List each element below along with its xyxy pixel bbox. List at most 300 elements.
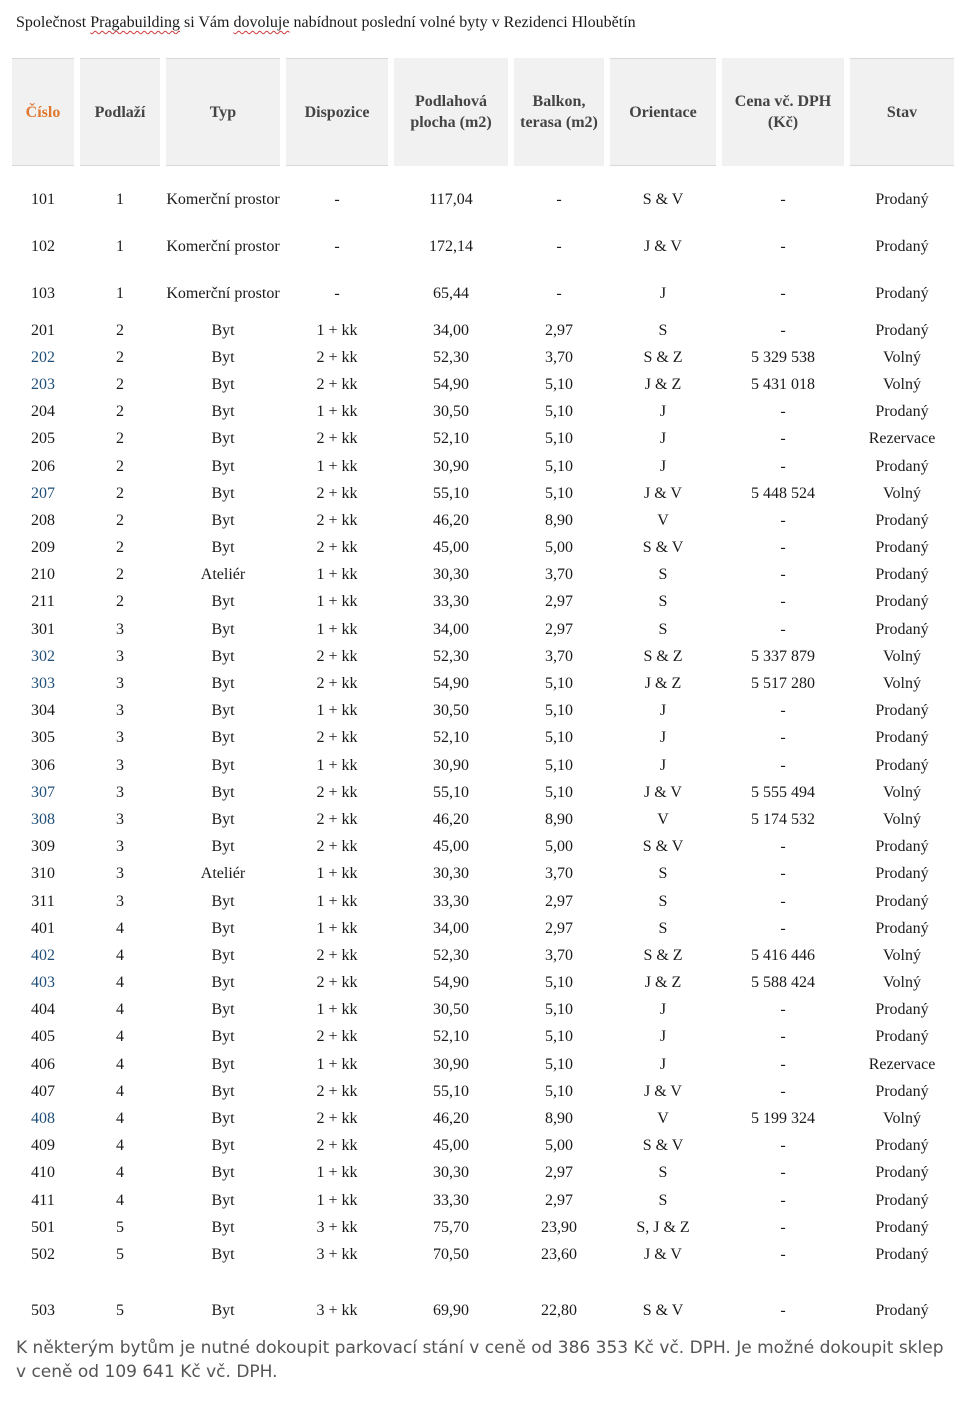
cell-podlazi: 3 — [116, 620, 124, 638]
cell-plocha: 45,00 — [433, 1137, 469, 1155]
cell-stav: Prodaný — [875, 511, 929, 529]
cell-dispozice: 1 + kk — [316, 1191, 358, 1209]
cell-typ: Byt — [211, 1110, 235, 1128]
cell-cislo: 102 — [31, 237, 55, 255]
cell-cena: - — [780, 511, 786, 529]
cell-dispozice: 2 + kk — [316, 1082, 358, 1100]
cell-cena: 5 199 324 — [751, 1110, 815, 1128]
cell-plocha: 34,00 — [433, 620, 469, 638]
cell-cislo: 401 — [31, 919, 55, 937]
cell-cena: 5 588 424 — [751, 974, 815, 992]
cell-orientace: J & Z — [644, 375, 682, 393]
cell-plocha: 52,30 — [433, 946, 469, 964]
table-row — [12, 752, 954, 779]
cell-orientace: J — [659, 457, 667, 475]
cell-typ: Byt — [211, 593, 235, 611]
cell-podlazi: 3 — [116, 647, 124, 665]
cell-cena: - — [780, 729, 786, 747]
cell-podlazi: 2 — [116, 484, 124, 502]
cell-cislo[interactable]: 207 — [31, 484, 55, 502]
cell-orientace: J — [659, 1028, 667, 1046]
cell-typ: Byt — [211, 430, 235, 448]
cell-cena: - — [780, 1218, 786, 1236]
cell-orientace: J & V — [644, 1245, 682, 1263]
cell-dispozice: 1 + kk — [316, 593, 358, 611]
cell-cena: 5 555 494 — [751, 783, 815, 801]
cell-dispozice: 2 + kk — [316, 838, 358, 856]
table-row — [12, 670, 954, 697]
cell-typ: Byt — [211, 1301, 235, 1319]
cell-dispozice: 1 + kk — [316, 566, 358, 584]
cell-stav: Prodaný — [875, 1164, 929, 1182]
cell-cena: - — [780, 1164, 786, 1182]
cell-cislo: 309 — [31, 838, 55, 856]
table-header-row — [12, 58, 954, 166]
cell-plocha: 55,10 — [433, 1082, 469, 1100]
cell-cena: - — [780, 457, 786, 475]
cell-cena: - — [780, 1055, 786, 1073]
cell-typ: Byt — [211, 511, 235, 529]
cell-stav: Prodaný — [875, 1001, 929, 1019]
cell-stav: Volný — [883, 974, 921, 992]
cell-plocha: 75,70 — [433, 1218, 469, 1236]
cell-podlazi: 3 — [116, 783, 124, 801]
cell-cislo[interactable]: 402 — [31, 946, 55, 964]
cell-cislo: 208 — [31, 511, 55, 529]
cell-cislo: 310 — [31, 865, 55, 883]
cell-podlazi: 2 — [116, 430, 124, 448]
cell-orientace: S & V — [642, 1137, 684, 1155]
header-podlazi[interactable]: Podlaží — [80, 58, 160, 166]
cell-orientace: S — [658, 1191, 668, 1209]
cell-cislo[interactable]: 408 — [31, 1110, 55, 1128]
table-row — [12, 834, 954, 861]
cell-plocha: 70,50 — [433, 1245, 469, 1263]
cell-cena: - — [780, 1137, 786, 1155]
cell-dispozice: 1 + kk — [316, 865, 358, 883]
cell-typ: Byt — [211, 1218, 235, 1236]
cell-balkon: 2,97 — [545, 321, 573, 339]
cell-typ: Byt — [211, 1082, 235, 1100]
cell-podlazi: 4 — [116, 1001, 124, 1019]
cell-orientace: S & V — [642, 1301, 684, 1319]
table-row — [12, 1160, 954, 1187]
cell-typ: Byt — [211, 484, 235, 502]
cell-cislo[interactable]: 203 — [31, 375, 55, 393]
cell-stav: Volný — [883, 783, 921, 801]
cell-orientace: S — [658, 919, 668, 937]
table-row — [12, 888, 954, 915]
table-row — [12, 453, 954, 480]
cell-orientace: J — [659, 1055, 667, 1073]
cell-stav: Prodaný — [875, 620, 929, 638]
header-cena[interactable]: Cena vč. DPH (Kč) — [722, 58, 844, 166]
cell-stav: Prodaný — [875, 457, 929, 475]
cell-cena: - — [780, 566, 786, 584]
cell-stav: Volný — [883, 647, 921, 665]
cell-cislo[interactable]: 308 — [31, 810, 55, 828]
cell-dispozice: 1 + kk — [316, 457, 358, 475]
header-cislo[interactable]: Číslo — [12, 58, 74, 166]
cell-cena: 5 416 446 — [751, 946, 815, 964]
cell-orientace: S — [658, 593, 668, 611]
table-row — [12, 806, 954, 833]
table-row — [12, 399, 954, 426]
cell-cislo[interactable]: 303 — [31, 675, 55, 693]
cell-cena: - — [780, 539, 786, 557]
cell-cislo: 205 — [31, 430, 55, 448]
cell-dispozice: 2 + kk — [316, 511, 358, 529]
cell-podlazi: 3 — [116, 810, 124, 828]
cell-cena: - — [780, 620, 786, 638]
cell-stav: Prodaný — [875, 1028, 929, 1046]
cell-balkon: 3,70 — [545, 865, 573, 883]
cell-dispozice: 1 + kk — [316, 321, 358, 339]
table-row — [12, 698, 954, 725]
cell-cena: - — [780, 321, 786, 339]
cell-plocha: 30,30 — [433, 865, 469, 883]
cell-podlazi: 3 — [116, 756, 124, 774]
cell-typ: Byt — [211, 783, 235, 801]
cell-typ: Byt — [211, 403, 235, 421]
cell-stav: Prodaný — [875, 702, 929, 720]
cell-typ: Byt — [211, 974, 235, 992]
cell-plocha: 46,20 — [433, 810, 469, 828]
cell-orientace: J — [659, 430, 667, 448]
cell-dispozice: 2 + kk — [316, 348, 358, 366]
cell-podlazi: 2 — [116, 566, 124, 584]
table-row — [12, 942, 954, 969]
cell-cislo: 409 — [31, 1137, 55, 1155]
intro-text — [16, 14, 636, 32]
cell-plocha: 46,20 — [433, 511, 469, 529]
table-row — [12, 1105, 954, 1132]
cell-dispozice: 2 + kk — [316, 484, 358, 502]
cell-stav: Volný — [883, 484, 921, 502]
cell-podlazi: 4 — [116, 1055, 124, 1073]
cell-plocha: 52,10 — [433, 1028, 469, 1046]
cell-orientace: J & V — [644, 783, 682, 801]
cell-cislo: 206 — [31, 457, 55, 475]
cell-cislo[interactable]: 302 — [31, 647, 55, 665]
cell-stav: Prodaný — [875, 1245, 929, 1263]
cell-dispozice: 1 + kk — [316, 919, 358, 937]
cell-plocha: 33,30 — [433, 593, 469, 611]
cell-typ: Byt — [211, 1028, 235, 1046]
cell-typ: Byt — [211, 1245, 235, 1263]
cell-typ: Byt — [211, 702, 235, 720]
cell-typ: Byt — [211, 838, 235, 856]
table-row — [12, 1133, 954, 1160]
cell-typ: Byt — [211, 1055, 235, 1073]
cell-podlazi: 2 — [116, 375, 124, 393]
cell-balkon: 8,90 — [545, 1110, 573, 1128]
cell-cena: - — [780, 702, 786, 720]
cell-podlazi: 2 — [116, 348, 124, 366]
cell-dispozice: 2 + kk — [316, 783, 358, 801]
table-row — [12, 426, 954, 453]
cell-cena: - — [780, 284, 786, 302]
table-row — [12, 270, 954, 317]
table-row — [12, 1187, 954, 1214]
cell-podlazi: 5 — [116, 1301, 124, 1319]
cell-stav: Prodaný — [875, 865, 929, 883]
cell-stav: Prodaný — [875, 1218, 929, 1236]
cell-dispozice: 2 + kk — [316, 647, 358, 665]
cell-orientace: J — [659, 729, 667, 747]
cell-stav: Prodaný — [875, 1301, 929, 1319]
cell-dispozice: 1 + kk — [316, 1001, 358, 1019]
cell-podlazi: 3 — [116, 702, 124, 720]
cell-balkon: - — [556, 237, 562, 255]
cell-cislo[interactable]: 307 — [31, 783, 55, 801]
cell-plocha: 30,50 — [433, 702, 469, 720]
cell-podlazi: 5 — [116, 1245, 124, 1263]
cell-cena: - — [780, 892, 786, 910]
cell-plocha: 34,00 — [433, 321, 469, 339]
cell-podlazi: 4 — [116, 1028, 124, 1046]
cell-typ: Byt — [211, 729, 235, 747]
intro-part-1: Společnost — [16, 14, 91, 31]
table-row — [12, 371, 954, 398]
header-typ[interactable]: Typ — [166, 58, 280, 166]
cell-balkon: 2,97 — [545, 1191, 573, 1209]
cell-podlazi: 3 — [116, 838, 124, 856]
cell-stav: Volný — [883, 375, 921, 393]
cell-dispozice: 2 + kk — [316, 946, 358, 964]
brand-name: Pragabuilding — [90, 14, 180, 31]
units-table — [6, 58, 958, 1327]
cell-plocha: 69,90 — [433, 1301, 469, 1319]
cell-dispozice: 3 + kk — [316, 1218, 358, 1236]
cell-cislo: 410 — [31, 1164, 55, 1182]
cell-typ: Byt — [211, 756, 235, 774]
cell-typ: Komerční prostor — [166, 285, 280, 302]
cell-cena: - — [780, 593, 786, 611]
cell-balkon: 5,00 — [545, 838, 573, 856]
cell-dispozice: 2 + kk — [316, 1028, 358, 1046]
cell-balkon: 23,60 — [541, 1245, 577, 1263]
cell-dispozice: 3 + kk — [316, 1245, 358, 1263]
cell-stav: Volný — [883, 1110, 921, 1128]
cell-orientace: S & Z — [643, 348, 683, 366]
cell-cena: 5 329 538 — [751, 348, 815, 366]
cell-orientace: S — [658, 892, 668, 910]
cell-balkon: 2,97 — [545, 593, 573, 611]
cell-orientace: S — [658, 1164, 668, 1182]
table-row — [12, 1051, 954, 1078]
cell-cena: - — [780, 190, 786, 208]
cell-podlazi: 1 — [116, 237, 124, 255]
cell-stav: Rezervace — [868, 1055, 936, 1073]
cell-stav: Prodaný — [875, 756, 929, 774]
cell-orientace: S — [658, 865, 668, 883]
table-row — [12, 507, 954, 534]
cell-stav: Prodaný — [875, 321, 929, 339]
table-row — [12, 1241, 954, 1268]
table-row — [12, 562, 954, 589]
cell-plocha: 30,30 — [433, 566, 469, 584]
cell-orientace: J & V — [644, 1082, 682, 1100]
cell-balkon: 5,10 — [545, 783, 573, 801]
cell-orientace: S — [658, 321, 668, 339]
cell-plocha: 54,90 — [433, 375, 469, 393]
cell-balkon: 5,00 — [545, 539, 573, 557]
table-row — [12, 970, 954, 997]
cell-orientace: J & Z — [644, 974, 682, 992]
cell-plocha: 117,04 — [429, 190, 473, 208]
cell-cena: - — [780, 1191, 786, 1209]
table-body — [12, 166, 954, 1327]
cell-dispozice: 2 + kk — [316, 430, 358, 448]
table-row — [12, 915, 954, 942]
cell-stav: Prodaný — [875, 1191, 929, 1209]
cell-stav: Volný — [883, 810, 921, 828]
header-plocha[interactable]: Podlahová plocha (m2) — [394, 58, 508, 166]
cell-orientace: J — [659, 284, 667, 302]
cell-balkon: 3,70 — [545, 946, 573, 964]
cell-cena: - — [780, 1301, 786, 1319]
intro-part-2: si Vám — [179, 14, 234, 31]
cell-plocha: 172,14 — [429, 237, 473, 255]
cell-podlazi: 4 — [116, 1137, 124, 1155]
cell-plocha: 30,50 — [433, 1001, 469, 1019]
cell-balkon: 3,70 — [545, 566, 573, 584]
cell-plocha: 52,10 — [433, 430, 469, 448]
cell-plocha: 30,90 — [433, 1055, 469, 1073]
cell-cislo: 404 — [31, 1001, 55, 1019]
cell-balkon: 5,00 — [545, 1137, 573, 1155]
cell-podlazi: 4 — [116, 1164, 124, 1182]
cell-cena: - — [780, 1245, 786, 1263]
cell-orientace: J — [659, 756, 667, 774]
cell-cislo: 304 — [31, 702, 55, 720]
cell-podlazi: 4 — [116, 1191, 124, 1209]
cell-podlazi: 3 — [116, 865, 124, 883]
cell-typ: Byt — [211, 675, 235, 693]
cell-cena: - — [780, 1082, 786, 1100]
cell-cena: - — [780, 756, 786, 774]
cell-podlazi: 4 — [116, 1110, 124, 1128]
header-orientace[interactable]: Orientace — [610, 58, 716, 166]
cell-balkon: 2,97 — [545, 919, 573, 937]
cell-plocha: 65,44 — [433, 284, 469, 302]
cell-stav: Prodaný — [875, 919, 929, 937]
cell-orientace: S & Z — [643, 946, 683, 964]
cell-dispozice: 2 + kk — [316, 539, 358, 557]
cell-plocha: 52,30 — [433, 348, 469, 366]
cell-dispozice: 1 + kk — [316, 1164, 358, 1182]
table-row — [12, 643, 954, 670]
cell-stav: Prodaný — [875, 237, 929, 255]
cell-cena: - — [780, 838, 786, 856]
cell-dispozice: - — [334, 284, 340, 302]
cell-cislo: 210 — [31, 566, 55, 584]
cell-podlazi: 3 — [116, 729, 124, 747]
cell-plocha: 30,90 — [433, 756, 469, 774]
cell-dispozice: 2 + kk — [316, 974, 358, 992]
cell-podlazi: 4 — [116, 919, 124, 937]
cell-typ: Byt — [211, 375, 235, 393]
cell-stav: Rezervace — [868, 430, 936, 448]
intro-part-3: nabídnout poslední volné byty v Rezidenci Hloubětín — [289, 14, 636, 31]
cell-typ: Byt — [211, 620, 235, 638]
cell-plocha: 30,30 — [433, 1164, 469, 1182]
cell-plocha: 30,50 — [433, 403, 469, 421]
cell-cena: - — [780, 865, 786, 883]
cell-typ: Komerční prostor — [166, 238, 280, 255]
cell-podlazi: 2 — [116, 593, 124, 611]
cell-cislo: 411 — [31, 1191, 55, 1209]
cell-balkon: 5,10 — [545, 702, 573, 720]
cell-typ: Ateliér — [200, 865, 246, 883]
header-stav[interactable]: Stav — [850, 58, 954, 166]
cell-plocha: 52,10 — [433, 729, 469, 747]
cell-orientace: S, J & Z — [636, 1218, 690, 1236]
cell-stav: Prodaný — [875, 403, 929, 421]
cell-dispozice: 2 + kk — [316, 1110, 358, 1128]
cell-podlazi: 4 — [116, 974, 124, 992]
cell-podlazi: 2 — [116, 511, 124, 529]
cell-cena: 5 448 524 — [751, 484, 815, 502]
cell-dispozice: 3 + kk — [316, 1301, 358, 1319]
cell-plocha: 52,30 — [433, 647, 469, 665]
cell-typ: Byt — [211, 647, 235, 665]
cell-cislo: 406 — [31, 1055, 55, 1073]
cell-orientace: S & V — [642, 190, 684, 208]
cell-dispozice: 2 + kk — [316, 1137, 358, 1155]
cell-plocha: 33,30 — [433, 892, 469, 910]
cell-balkon: 23,90 — [541, 1218, 577, 1236]
cell-typ: Komerční prostor — [166, 191, 280, 208]
cell-cislo: 311 — [31, 892, 55, 910]
cell-balkon: 3,70 — [545, 647, 573, 665]
parking-note: K některým bytům je nutné dokoupit parkovací stání v ceně od 386 353 Kč vč. DPH. Je možné dokoupit sklep v ceně od 109 641 Kč vč. DPH. — [16, 1338, 944, 1382]
cell-orientace: S — [658, 566, 668, 584]
cell-plocha: 30,90 — [433, 457, 469, 475]
table-row — [12, 480, 954, 507]
cell-orientace: J — [659, 702, 667, 720]
cell-stav: Prodaný — [875, 892, 929, 910]
cell-cena: 5 431 018 — [751, 375, 815, 393]
cell-cislo: 501 — [31, 1218, 55, 1236]
cell-stav: Prodaný — [875, 190, 929, 208]
table-row — [12, 223, 954, 270]
header-dispozice[interactable]: Dispozice — [286, 58, 388, 166]
cell-typ: Byt — [211, 457, 235, 475]
cell-cislo: 405 — [31, 1028, 55, 1046]
cell-dispozice: 2 + kk — [316, 810, 358, 828]
cell-podlazi: 1 — [116, 190, 124, 208]
cell-podlazi: 2 — [116, 457, 124, 475]
cell-dispozice: 1 + kk — [316, 403, 358, 421]
cell-dispozice: 1 + kk — [316, 892, 358, 910]
table-row — [12, 616, 954, 643]
cell-balkon: - — [556, 284, 562, 302]
cell-cislo[interactable]: 202 — [31, 348, 55, 366]
cell-cislo[interactable]: 403 — [31, 974, 55, 992]
cell-podlazi: 4 — [116, 946, 124, 964]
header-balkon[interactable]: Balkon, terasa (m2) — [514, 58, 604, 166]
cell-stav: Prodaný — [875, 729, 929, 747]
cell-stav: Prodaný — [875, 593, 929, 611]
cell-cena: - — [780, 430, 786, 448]
cell-plocha: 55,10 — [433, 484, 469, 502]
cell-typ: Byt — [211, 1191, 235, 1209]
cell-stav: Prodaný — [875, 1082, 929, 1100]
cell-cislo: 407 — [31, 1082, 55, 1100]
cell-dispozice: 1 + kk — [316, 702, 358, 720]
